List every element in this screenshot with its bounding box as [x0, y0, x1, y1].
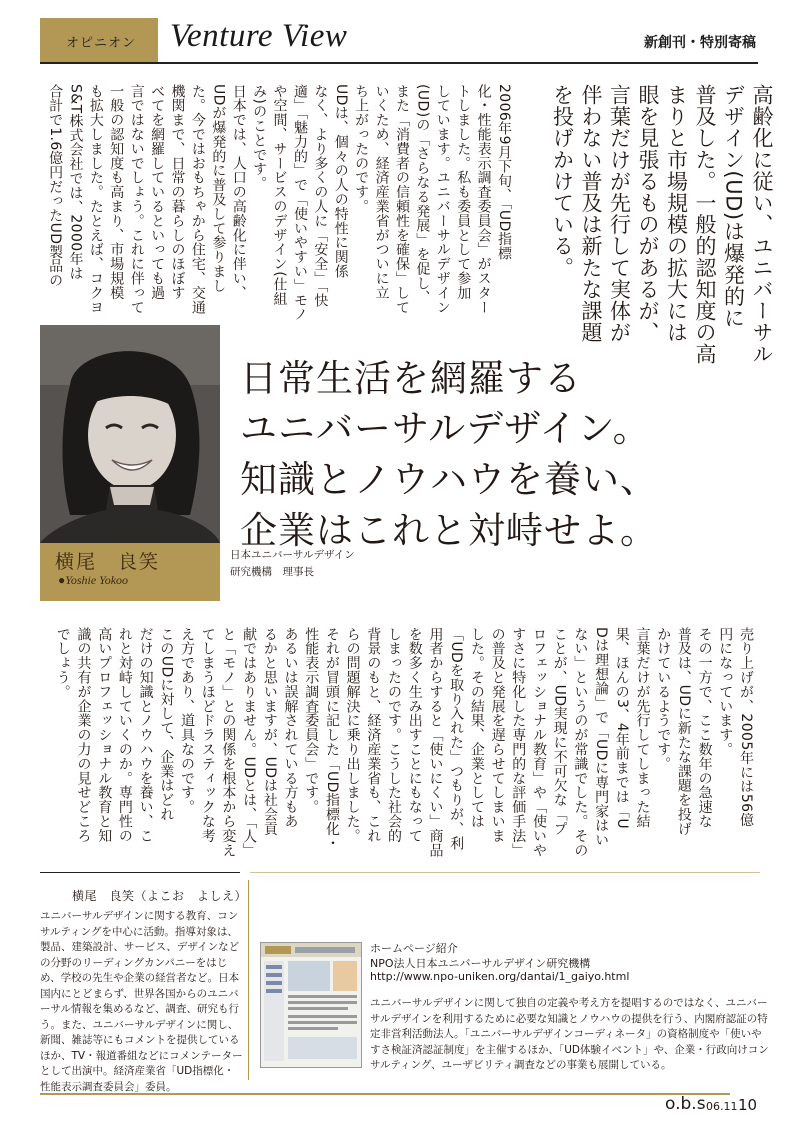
profile-name: 横尾 良笑（よこお よしえ）: [72, 889, 248, 903]
website-screenshot-thumbnail: [260, 942, 362, 1068]
body-text-column: た。今ではおもちゃから住宅、交通: [189, 84, 206, 315]
body-text-column: 適」「魅力的」で「使いやすい」モノ: [291, 84, 308, 322]
body-text-column: すさに特化した専門的な評価手法」: [510, 627, 527, 858]
lead-text-column: 高齢化に従い、ユニバーサル: [750, 84, 774, 365]
person-roman-name: ●Yoshie Yokoo: [58, 573, 129, 587]
body-text-column: その一方で、ここ数年の急速な: [696, 627, 713, 829]
homepage-rule: [250, 872, 760, 873]
body-text-column: らの問題解決に乗り出しました。: [344, 627, 361, 843]
homepage-label: ホームページ紹介: [370, 942, 458, 955]
body-text-column: 普及は、UDに新たな課題を投げ: [675, 627, 692, 837]
body-text-column: み)のことです。: [251, 84, 268, 191]
body-text-column: てしまうほどドラスティックな考: [199, 627, 216, 843]
column-divider: [248, 880, 249, 1080]
homepage-url[interactable]: http://www.npo-uniken.org/dantai/1_gaiyo.html: [370, 970, 630, 983]
body-text-column: それが冒頭に記した「UD指標化・: [323, 627, 340, 851]
body-text-column: 一般の認知度も高まり、市場規模: [108, 84, 125, 300]
body-text-column: ない」というのが常識でした。その: [572, 627, 589, 858]
issue-label: 新創刊・特別寄稿: [644, 35, 756, 51]
profile-bio: ユニバーサルデザインに関する教育、コンサルティングを中心に活動。指導対象は、製品、建築設計、サービス、デザインなどの分野のリーディングカンパニーをはじめ、学校の先生や企業の経営者など。日本国内にとどまらず、世界各国からのユニバーサル情報を集めるなど、調査、研究も行う。また、ユニバーサルデザインに関し、新聞、雑誌等にもコメントを提供しているほか、TV・報道番組などにコメンテーターとして出演中。経済産業省「UD指標化・性能表示調査委員会」委員。: [40, 910, 243, 1093]
column-title: Venture View: [170, 18, 348, 54]
body-text-column: ち上がったのです。: [353, 84, 370, 214]
body-text-column: 機関まで、日常の暮らしのほぼす: [169, 84, 186, 300]
body-text-column: 言葉だけが先行してしまった結: [634, 627, 651, 829]
body-text-column: 円になっています。: [717, 627, 734, 757]
lead-paragraph: [544, 84, 776, 365]
body-text-column: だけの知識とノウハウを養い、こ: [137, 627, 154, 843]
body-text-column: れと対峙していくのか。専門性の: [116, 627, 133, 843]
magazine-logo: o.b.s: [665, 1094, 706, 1114]
body-text-column: 果、ほんの3、4年前までは「U: [613, 627, 630, 830]
section-tag: [40, 18, 158, 62]
body-text-column: なく、より多くの人に「安全」「快: [312, 84, 329, 308]
body-text-column: また「消費者の信頼性を確保」して: [393, 84, 410, 315]
body-text-column: Dは理想論」で「UDに専門家はい: [593, 627, 610, 848]
lead-text-column: デザイン(UD)は爆発的に: [721, 84, 746, 329]
body-text-column: 2006年9月下旬、「UD指標: [496, 84, 512, 261]
body-text-column: 言ではないでしょう。これに伴って: [128, 84, 145, 315]
body-text-column: や空間、サービスのデザイン(仕組: [271, 84, 288, 306]
body-text-column: も拡大しました。たとえば、コクヨ: [87, 84, 104, 315]
body-text-column: (UD)の「さらなる発展」を促し、: [414, 84, 431, 305]
header-rule: [40, 62, 758, 64]
body-text-column: 化・性能表示調査委員会」がスター: [475, 84, 492, 315]
body-text-column: UDが爆発的に普及して参りまし: [210, 84, 227, 294]
body-text-column: 識の共有が企業の力の見せどころ: [75, 627, 92, 843]
body-text-column: え方であり、道具なのです。: [179, 627, 196, 815]
body-text-column: S&T株式会社では、2000年は: [67, 84, 84, 281]
lead-text-column: 伴わない普及は新たな課題: [579, 84, 603, 344]
body-text-column: 「UDを取り入れた」つもりが、利: [448, 627, 465, 851]
person-title-line: 研究機構 理事長: [230, 566, 314, 578]
body-text-column: の普及と発展を遅らせてしまいま: [489, 627, 506, 843]
body-text-column: 日本では、人口の高齢化に伴い、: [230, 84, 247, 300]
headline-line-3: 知識とノウハウを養い、: [240, 458, 658, 501]
person-org-line: 日本ユニバーサルデザイン: [230, 549, 355, 561]
body-text-column: あるいは誤解されている方もあ: [282, 627, 299, 829]
person-name: 横尾 良笑: [55, 551, 161, 573]
body-text-column: しています。ユニバーサルデザイン: [434, 84, 451, 315]
body-text-column: 高いプロフェッショナル教育と知: [96, 627, 113, 843]
portrait-photo: [40, 325, 220, 543]
body-text-column: べてを網羅しているといっても過: [149, 84, 166, 300]
lead-text-column: 普及した。一般的認知度の高: [693, 84, 717, 365]
body-text-column: ロフェッショナル教育」や「使いや: [530, 627, 547, 858]
body-text-column: 献ではありません。UDとは、「人」: [241, 627, 258, 858]
body-text-column: 売り上げが、2005年には56億: [738, 627, 754, 827]
body-text-column: UDは、個々の人の特性に関係: [332, 84, 349, 279]
lead-text-column: まりと市場規模の拡大には: [664, 84, 689, 344]
body-text-column: いくため、経済産業省がついに立: [373, 84, 390, 300]
issue-date: 06.11: [706, 1100, 738, 1113]
headline-line-1: 日常生活を網羅する: [240, 357, 582, 400]
body-text-column: 背景のもと、経済産業省も、これ: [365, 627, 382, 843]
body-text-column: と「モノ」との関係を根本から変え: [220, 627, 237, 858]
lead-text-column: 眼を見張るものがあるが、: [636, 84, 660, 344]
body-text-column: 用者からすると「使いにくい」商品: [427, 627, 444, 858]
homepage-description: ユニバーサルデザインに関して独自の定義や考え方を提唱するのではなく、ユニバーサルデザインを利用するために必要な知識とノウハウの提供を行う、内閣府認証の特定非営利活動法人。「ユニバーサルデザインコーディネータ」の資格制度や「使いやすさ検証済認証制度」を主催するほか、「UD体験イベント」や、企業・行政向けコンサルティング、ユーザビリティ調査などの事業も展開している。: [370, 997, 769, 1071]
headline-line-2: ユニバーサルデザイン。: [240, 407, 651, 450]
body-text-column: このUDに対して、企業はどれ: [158, 627, 175, 822]
body-text-column: 性能表示調査委員会」です。: [303, 627, 320, 815]
section-tag-label: オピニオン: [66, 36, 137, 51]
lead-text-column: 言葉だけが先行して実体が: [607, 84, 632, 344]
body-text-column: しまったのです。こうした社会的: [386, 627, 403, 843]
body-text-column: るかと思いますが、UDは社会貢: [261, 627, 278, 837]
body-text-column: かけているようです。: [655, 627, 672, 771]
body-text-bottom: [44, 627, 756, 859]
body-text-column: ことが、UD実現に不可欠な「プ: [551, 627, 568, 837]
body-text-top: [44, 84, 514, 322]
lead-text-column: を投げかけている。: [550, 84, 575, 279]
body-text-column: トしました。私も委員として参加: [455, 84, 472, 300]
homepage-org-name: NPO法人日本ユニバーサルデザイン研究機構: [370, 957, 591, 970]
headline-line-4: 企業はこれと対峙せよ。: [240, 509, 658, 552]
footer-rule: [40, 1093, 730, 1095]
profile-rule: [40, 872, 240, 873]
body-text-column: を数多く生み出すことにもなって: [406, 627, 423, 843]
body-text-column: でしょう。: [54, 627, 71, 699]
body-text-column: 合計で1.6億円だったUD製品の: [47, 84, 64, 288]
body-text-column: した。その結果、企業としては: [468, 627, 485, 829]
page-number: 10: [738, 1096, 758, 1114]
